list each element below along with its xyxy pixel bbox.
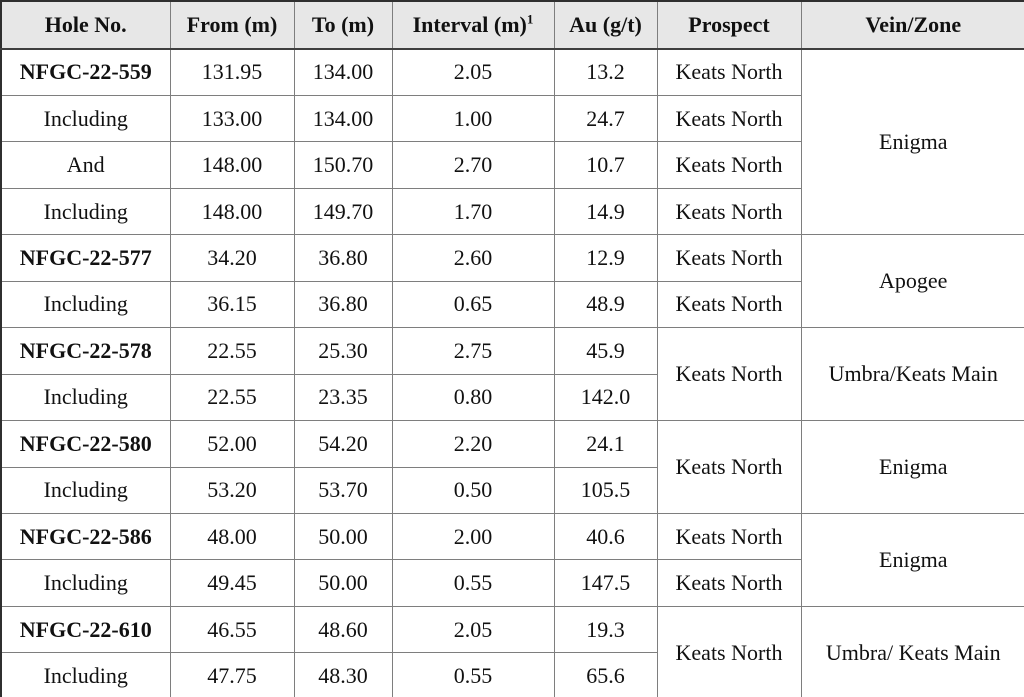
- cell-prospect: Keats North: [657, 235, 801, 281]
- cell-interval: 2.75: [392, 328, 554, 374]
- cell-from: 22.55: [170, 328, 294, 374]
- table-row: [1, 514, 1024, 560]
- cell-au: 48.9: [554, 281, 657, 327]
- cell-interval: 2.05: [392, 606, 554, 652]
- cell-au: 14.9: [554, 188, 657, 234]
- cell-prospect: Keats North: [657, 421, 801, 514]
- cell-to: 36.80: [294, 281, 392, 327]
- cell-to: 149.70: [294, 188, 392, 234]
- cell-interval: 0.50: [392, 467, 554, 513]
- cell-au: 12.9: [554, 235, 657, 281]
- cell-prospect: Keats North: [657, 606, 801, 697]
- cell-interval: 1.00: [392, 95, 554, 141]
- cell-hole-no: Including: [1, 560, 170, 606]
- table-row: [1, 606, 1024, 652]
- cell-interval: 0.55: [392, 560, 554, 606]
- cell-vein-zone: Umbra/Keats Main: [801, 328, 1024, 421]
- cell-to: 53.70: [294, 467, 392, 513]
- cell-from: 49.45: [170, 560, 294, 606]
- header-au: Au (g/t): [554, 1, 657, 49]
- cell-to: 48.60: [294, 606, 392, 652]
- cell-vein-zone: Umbra/ Keats Main: [801, 606, 1024, 697]
- cell-au: 10.7: [554, 142, 657, 188]
- cell-au: 13.2: [554, 49, 657, 95]
- cell-hole-no: NFGC-22-559: [1, 49, 170, 95]
- cell-au: 19.3: [554, 606, 657, 652]
- table-row: [1, 328, 1024, 374]
- cell-prospect: Keats North: [657, 281, 801, 327]
- cell-prospect: Keats North: [657, 560, 801, 606]
- cell-hole-no: And: [1, 142, 170, 188]
- cell-hole-no: Including: [1, 281, 170, 327]
- table-row: [1, 49, 1024, 95]
- cell-au: 45.9: [554, 328, 657, 374]
- cell-au: 147.5: [554, 560, 657, 606]
- cell-hole-no: NFGC-22-586: [1, 514, 170, 560]
- header-interval-label: Interval (m): [412, 12, 527, 37]
- cell-to: 23.35: [294, 374, 392, 420]
- cell-hole-no: NFGC-22-578: [1, 328, 170, 374]
- cell-from: 36.15: [170, 281, 294, 327]
- cell-hole-no: Including: [1, 467, 170, 513]
- cell-interval: 2.60: [392, 235, 554, 281]
- header-prospect: Prospect: [657, 1, 801, 49]
- cell-au: 24.1: [554, 421, 657, 467]
- header-interval: [392, 1, 554, 49]
- header-to: To (m): [294, 1, 392, 49]
- cell-interval: 0.65: [392, 281, 554, 327]
- table-body: [1, 49, 1024, 697]
- cell-to: 50.00: [294, 560, 392, 606]
- cell-vein-zone: Enigma: [801, 49, 1024, 235]
- cell-to: 54.20: [294, 421, 392, 467]
- cell-hole-no: NFGC-22-580: [1, 421, 170, 467]
- cell-interval: 2.20: [392, 421, 554, 467]
- table-header: [1, 1, 1024, 49]
- cell-hole-no: Including: [1, 653, 170, 697]
- cell-hole-no: Including: [1, 374, 170, 420]
- cell-au: 142.0: [554, 374, 657, 420]
- cell-vein-zone: Enigma: [801, 514, 1024, 607]
- cell-from: 131.95: [170, 49, 294, 95]
- cell-from: 47.75: [170, 653, 294, 697]
- cell-hole-no: Including: [1, 95, 170, 141]
- cell-hole-no: NFGC-22-577: [1, 235, 170, 281]
- cell-from: 148.00: [170, 142, 294, 188]
- cell-prospect: Keats North: [657, 514, 801, 560]
- cell-to: 50.00: [294, 514, 392, 560]
- cell-to: 150.70: [294, 142, 392, 188]
- table-row: [1, 235, 1024, 281]
- cell-prospect: Keats North: [657, 95, 801, 141]
- cell-au: 65.6: [554, 653, 657, 697]
- cell-interval: 2.00: [392, 514, 554, 560]
- cell-from: 148.00: [170, 188, 294, 234]
- cell-to: 36.80: [294, 235, 392, 281]
- cell-from: 22.55: [170, 374, 294, 420]
- cell-to: 134.00: [294, 95, 392, 141]
- cell-prospect: Keats North: [657, 142, 801, 188]
- cell-from: 133.00: [170, 95, 294, 141]
- header-interval-footnote: 1: [526, 11, 534, 27]
- cell-prospect: Keats North: [657, 328, 801, 421]
- cell-from: 52.00: [170, 421, 294, 467]
- cell-vein-zone: Enigma: [801, 421, 1024, 514]
- cell-from: 34.20: [170, 235, 294, 281]
- cell-to: 48.30: [294, 653, 392, 697]
- cell-hole-no: Including: [1, 188, 170, 234]
- header-hole-no: Hole No.: [1, 1, 170, 49]
- cell-from: 46.55: [170, 606, 294, 652]
- cell-from: 48.00: [170, 514, 294, 560]
- header-row: [1, 1, 1024, 49]
- cell-interval: 1.70: [392, 188, 554, 234]
- header-vein-zone: Vein/Zone: [801, 1, 1024, 49]
- cell-to: 134.00: [294, 49, 392, 95]
- cell-interval: 2.70: [392, 142, 554, 188]
- cell-au: 24.7: [554, 95, 657, 141]
- cell-au: 40.6: [554, 514, 657, 560]
- cell-prospect: Keats North: [657, 188, 801, 234]
- header-from: From (m): [170, 1, 294, 49]
- cell-to: 25.30: [294, 328, 392, 374]
- cell-au: 105.5: [554, 467, 657, 513]
- cell-from: 53.20: [170, 467, 294, 513]
- cell-interval: 0.55: [392, 653, 554, 697]
- table-row: [1, 421, 1024, 467]
- cell-interval: 2.05: [392, 49, 554, 95]
- cell-prospect: Keats North: [657, 49, 801, 95]
- cell-vein-zone: Apogee: [801, 235, 1024, 328]
- cell-hole-no: NFGC-22-610: [1, 606, 170, 652]
- cell-interval: 0.80: [392, 374, 554, 420]
